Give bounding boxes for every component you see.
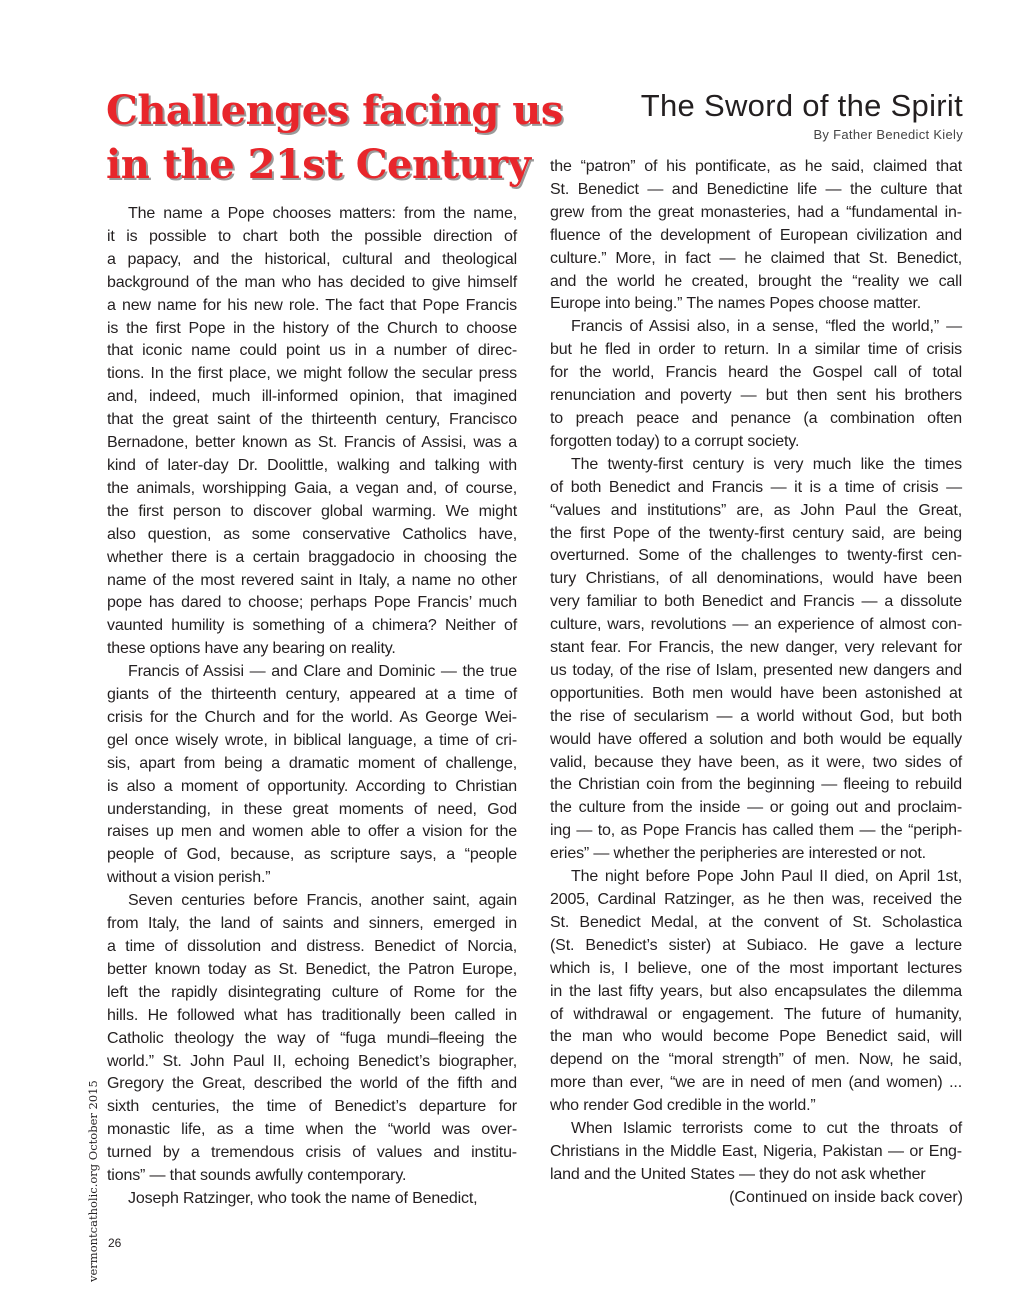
body-line: is also a moment of opportunity. According to Christian [107, 777, 517, 795]
body-line: that iconic name could point us in a number of direc- [107, 342, 517, 360]
body-line: raises up men and women able to offer a vision for the [107, 823, 517, 841]
body-line: renunciation and poverty — but then sent his brothers [550, 387, 962, 405]
body-line: to preach peace and penance (a combination often [550, 409, 962, 427]
right-text-column [550, 156, 962, 1187]
body-line: The name a Pope chooses matters: from the name, [128, 205, 517, 222]
body-line: and the world he created, brought the “reality we call [550, 272, 962, 290]
author-byline: By Father Benedict Kiely [813, 127, 963, 142]
body-line: would have offered a solution and both would be equally [550, 730, 962, 748]
body-line: the culture from the inside — or going out and proclaim- [550, 799, 962, 817]
body-line: the rise of secularism — a world without God, but both [550, 707, 962, 725]
body-line: sixth centuries, the time of Benedict’s departure for [107, 1098, 517, 1116]
body-line: crisis for the Church and for the world. As George Wei- [107, 708, 517, 726]
body-line: for the world, Francis heard the Gospel call of total [550, 364, 962, 382]
body-line: the Christian coin from the beginning — fleeing to rebuild [550, 776, 962, 794]
body-line: of withdrawal or engagement. The future of humanity, [550, 1005, 962, 1023]
body-line: more than ever, “we are in need of men (and women) ... [550, 1074, 962, 1092]
body-line: (St. Benedict’s sister) at Subiaco. He gave a lecture [550, 936, 962, 954]
left-text-column [107, 203, 517, 1211]
body-line: world.” St. John Paul II, echoing Benedict’s biographer, [107, 1052, 517, 1070]
body-line: without a vision perish.” [107, 869, 271, 887]
body-line: it is possible to chart both the possible direction of [107, 227, 517, 245]
body-line: left the rapidly disintegrating culture of Rome for the [107, 983, 517, 1001]
body-line: better known today as St. Benedict, the Patron Europe, [107, 960, 517, 978]
body-line: turned by a tremendous crisis of values and institu- [107, 1144, 517, 1162]
body-line: the first person to discover global warming. We might [107, 502, 517, 520]
body-line: also question, as some conservative Catholics have, [107, 525, 517, 543]
body-line: The twenty-first century is very much like the times [571, 455, 962, 473]
body-line: stant fear. For Francis, the new danger, very relevant for [550, 639, 962, 657]
body-line: “values and institutions” are, as John Paul the Great, [550, 501, 962, 519]
body-line: who render God credible in the world.” [550, 1097, 816, 1115]
body-line: the man who would become Pope Benedict said, will [550, 1028, 962, 1046]
body-line: vaunted humility is something of a chimera? Neither of [107, 617, 517, 635]
body-line: tury Christians, of all denominations, would have been [550, 570, 962, 588]
body-line: land and the United States — they do not ask whether [550, 1165, 926, 1183]
body-line: Catholic theology the way of “fuga mundi–fleeing the [107, 1029, 517, 1047]
body-line: depend on the “moral strength” of men. Now, he said, [550, 1051, 962, 1069]
body-line: a new name for his new role. The fact that Pope Francis [107, 296, 517, 314]
body-line: these options have any bearing on reality. [107, 640, 396, 658]
body-line: The night before Pope John Paul II died, on April 1st, [571, 868, 962, 886]
body-line: St. Benedict — and Benedictine life — the culture that [550, 180, 962, 198]
body-line: us today, of the rise of Islam, presented new dangers and [550, 661, 962, 679]
body-line: and, indeed, much ill-informed opinion, that imagined [107, 388, 517, 406]
body-line: monastic life, as a time when the “world was over- [107, 1121, 517, 1139]
body-line: opportunities. Both men would have been astonished at [550, 684, 962, 702]
body-line: sis, apart from being a dramatic moment of challenge, [107, 754, 517, 772]
body-line: in the last fifty years, but also encapsulates the dilemma [550, 982, 962, 1000]
body-line: that the great saint of the thirteenth century, Francisco [107, 411, 517, 429]
body-line: from Italy, the land of saints and sinners, emerged in [107, 915, 517, 933]
body-line: people of God, because, as scripture says, a “people [107, 846, 517, 864]
body-line: tions” — that sounds awfully contemporary. [107, 1167, 407, 1185]
body-line: forgotten today) to a corrupt society. [550, 432, 800, 450]
body-line: St. Benedict Medal, at the convent of St. Scholastica [550, 913, 962, 931]
body-line: Joseph Ratzinger, who took the name of Benedict, [128, 1189, 478, 1207]
body-line: Europe into being.” The names Popes choose matter. [550, 295, 922, 313]
body-line: culture.” More, in fact — he claimed that St. Benedict, [550, 249, 962, 267]
body-line: the animals, worshipping Gaia, a vegan and, of course, [107, 479, 517, 497]
body-line: kind of later-day Dr. Doolittle, walking and talking with [107, 456, 517, 474]
body-line: Seven centuries before Francis, another saint, again [128, 892, 517, 910]
article-title [106, 84, 563, 192]
body-line: pope has dared to choose; perhaps Pope Francis’ much [107, 594, 517, 612]
body-line: giants of the thirteenth century, appeared at a time of [107, 686, 517, 704]
body-line: Francis of Assisi — and Clare and Dominic — the true [128, 663, 517, 681]
body-line: very familiar to both Benedict and Francis — a dissolute [550, 593, 962, 611]
body-line: fluence of the development of European civilization and [550, 226, 962, 244]
body-line: tions. In the first place, we might follow the secular press [107, 365, 517, 383]
body-line: but he fled in order to return. In a similar time of crisis [550, 341, 962, 359]
article-title-line-2: in the 21st Century [106, 141, 531, 188]
body-line: eries” — whether the peripheries are interested or not. [550, 845, 926, 863]
page-number: 26 [108, 1236, 122, 1250]
body-line: a time of dissolution and distress. Benedict of Norcia, [107, 938, 517, 955]
body-line: which is, I believe, one of the most important lectures [550, 959, 962, 977]
body-line: Francis of Assisi also, in a sense, “fled the world,” — [571, 318, 962, 336]
continued-note: (Continued on inside back cover) [729, 1189, 963, 1206]
body-line: gel once wisely wrote, in biblical language, a time of cri- [107, 731, 517, 749]
body-line: of both Benedict and Francis — it is a time of crisis — [550, 478, 962, 496]
body-line: Gregory the Great, described the world of the fifth and [107, 1075, 517, 1093]
body-line: name of the most revered saint in Italy, a name no other [107, 571, 517, 589]
column-title: The Sword of the Spirit [640, 88, 963, 123]
body-line: 2005, Cardinal Ratzinger, as he then was, received the [550, 891, 962, 908]
body-line: hills. He followed what has traditionally been called in [107, 1006, 517, 1024]
body-line: grew from the great monasteries, had a “fundamental in- [550, 203, 962, 221]
body-line: culture, wars, revolutions — an experience of almost con- [550, 616, 962, 634]
publication-sidebar: vermontcatholic.org October 2015 [86, 1080, 100, 1282]
article-title-line-1: Challenges facing us [106, 87, 563, 134]
body-line: background of the man who has decided to give himself [107, 273, 517, 291]
body-line: Christians in the Middle East, Nigeria, Pakistan — or Eng- [550, 1142, 962, 1160]
body-line: valid, because they have been, as it were, two sides of [550, 753, 962, 771]
body-line: understanding, in these great moments of need, God [107, 800, 517, 818]
body-line: a papacy, and the historical, cultural and theological [107, 250, 517, 268]
body-line: When Islamic terrorists come to cut the throats of [571, 1120, 962, 1138]
body-line: ing — to, as Pope Francis has called them — the “periph- [550, 822, 962, 840]
body-line: the first Pope of the twenty-first century said, are being [550, 524, 962, 542]
body-line: Bernadone, better known as St. Francis of Assisi, was a [107, 434, 517, 452]
body-line: overturned. Some of the challenges to twenty-first cen- [550, 547, 962, 565]
body-line: is the first Pope in the history of the Church to choose [107, 319, 517, 337]
body-line: whether there is a certain braggadocio in choosing the [107, 548, 517, 566]
body-line: the “patron” of his pontificate, as he said, claimed that [550, 158, 962, 175]
